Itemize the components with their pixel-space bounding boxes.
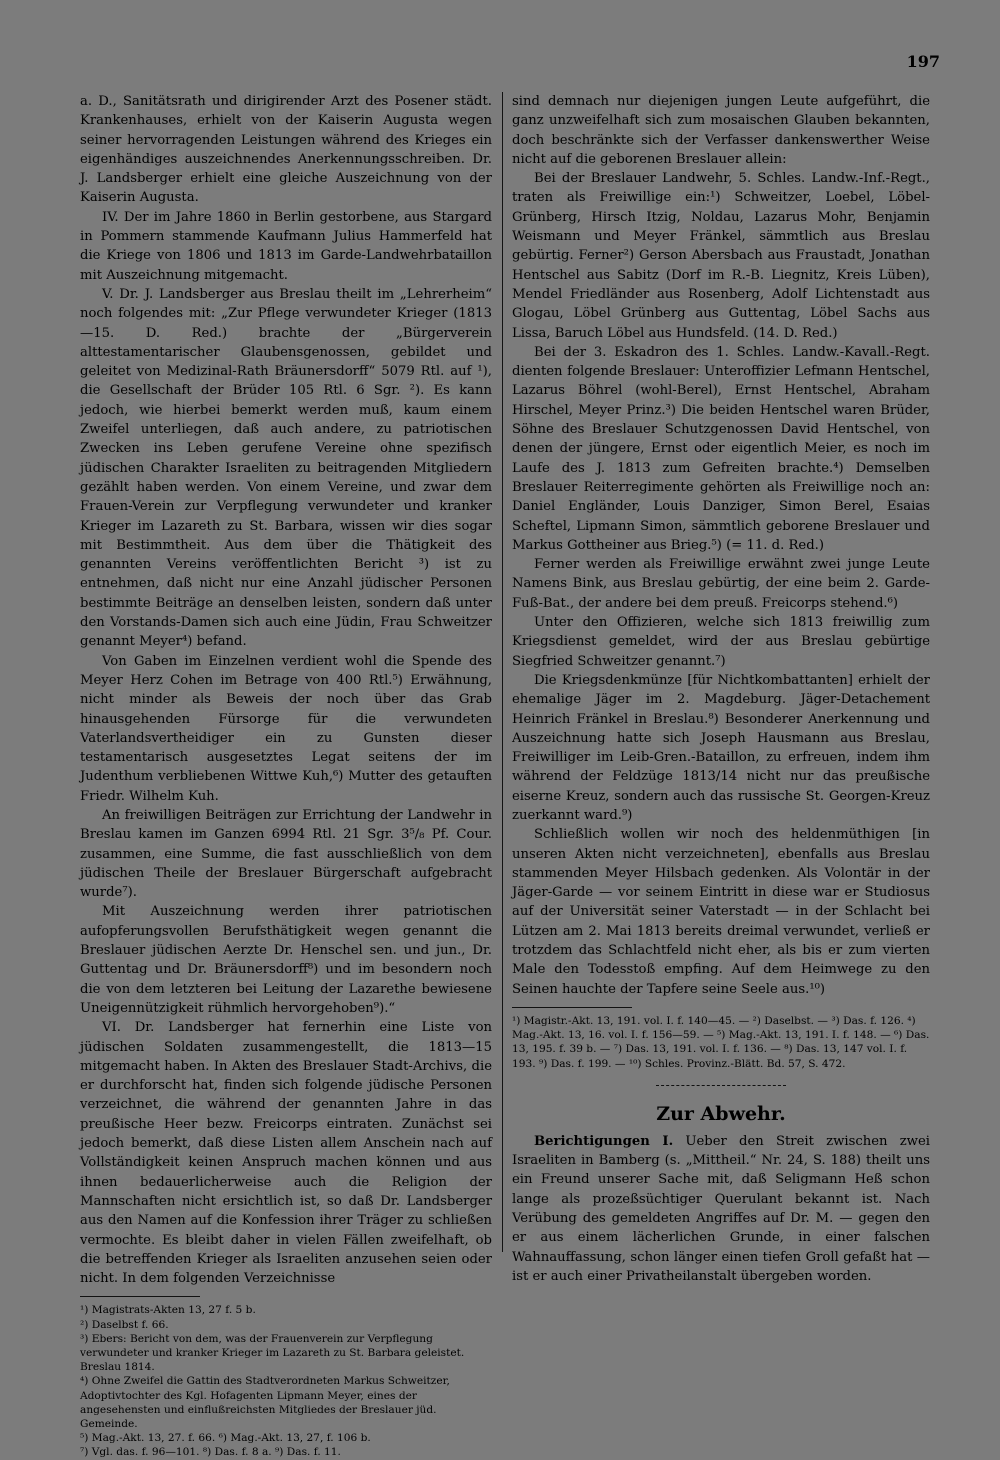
page-number: 197 — [906, 52, 940, 71]
footnote: ⁴) Ohne Zweifel die Gattin des Stadtverordneten Markus Schweitzer, Adoptivtochter des Kgl. Hofagenten Lipmann Meyer, eines der angesehensten und einflußreichsten Mitgliedes der Breslauer jüd. Gemeinde. — [80, 1375, 450, 1431]
section-heading: Zur Abwehr. — [656, 1102, 786, 1125]
paragraph: Bei der Breslauer Landwehr, 5. Schles. Landw.-Inf.-Regt., traten als Freiwillige ein:¹) Schweitzer, Loebel, Löbel-Grünberg, Hirsch Itzig, Noldau, Lazarus Mohr, Benjamin Weismann und Meyer Fränkel, sämmtlich aus Breslau gebürtig. Ferner²) Gerson Abersbach aus Fraustadt, Jonathan Hentschel aus Sabitz (Dorf im R.-B. Liegnitz, Kreis Lüben), Mendel Friedländer aus Rosenberg, Adolf Lichtenstadt aus Glogau, Löbel Grünberg aus Guttentag, Löbel Sachs aus Lissa, Baruch Löbel aus Hundsfeld. (14. D. Red.) — [512, 171, 930, 341]
footnotes — [80, 1303, 492, 1459]
paragraph: Die Kriegsdenkmünze [für Nichtkombattanten] erhielt der ehemalige Jäger im 2. Magdeburg. Jäger-Detachement Heinrich Fränkel in Breslau.⁸) Besonderer Anerkennung und Auszeichnung hatte sich Joseph Hausmann aus Breslau, Freiwilliger im Leib-Gren.-Bataillon, zu erfreuen, indem ihm während der Feldzüge 1813/14 nicht nur das preußische eiserne Kreuz, sondern auch das russische St. Georgen-Kreuz zuerkannt ward.⁹) — [512, 672, 930, 823]
footnote-divider — [80, 1296, 200, 1297]
right-column — [512, 92, 930, 1286]
paragraph: Unter den Offizieren, welche sich 1813 freiwillig zum Kriegsdienst gemeldet, wird der aus Breslau gebürtige Siegfried Schweitzer genannt.⁷) — [512, 615, 930, 669]
paragraph: V. Dr. J. Landsberger aus Breslau theilt im „Lehrerheim“ noch folgendes mit: „Zur Pflege verwundeter Krieger (1813—15. D. Red.) brachte der „Bürgerverein alttestamentarischer Glaubensgenossen, gebildet und geleitet von Medizinal-Rath Bräunersdorff“ 5079 Rtl. auf ¹), die Gesellschaft der Brüder 105 Rtl. 6 Sgr. ²). Es kann jedoch, wie hierbei bemerkt werden muß, kaum einem Zweifel unterliegen, daß auch andere, zu patriotischen Zwecken ins Leben gerufene Vereine ohne spezifisch jüdischen Charakter Israeliten zu beitragenden Mitgliedern gezählt haben werden. Von einem Vereine, und zwar dem Frauen-Verein zur Verpflegung verwundeter und kranker Krieger im Lazareth zu St. Barbara, wissen wir dies sogar mit Bestimmtheit. Aus dem über die Thätigkeit des genannten Vereins veröffentlichten Bericht ³) ist zu entnehmen, daß nicht nur eine Anzahl jüdischer Personen bestimmte Beiträge an denselben leisten, sondern daß unter den Vorstands-Damen sich auch eine Jüdin, Frau Schweitzer genannt Meyer⁴) befand. — [80, 286, 492, 650]
paragraph: An freiwilligen Beiträgen zur Errichtung der Landwehr in Breslau kamen im Ganzen 6994 Rtl. 21 Sgr. 3⁵/₈ Pf. Cour. zusammen, eine Summe, die fast ausschließlich von dem jüdischen Theile der Breslauer Bürgerschaft aufgebracht wurde⁷). — [80, 807, 492, 901]
paragraph: sind demnach nur diejenigen jungen Leute aufgeführt, die ganz unzweifelhaft sich zum mosaischen Glauben bekannten, doch beschränkte sich der Verfasser dankenswerther Weise nicht auf die geborenen Breslauer allein: — [512, 94, 930, 167]
paragraph: Von Gaben im Einzelnen verdient wohl die Spende des Meyer Herz Cohen im Betrage von 400 Rtl.⁵) Erwähnung, nicht minder als Beweis der noch über das Grab hinausgehenden Fürsorge für die verwundeten Vaterlandsvertheidiger ein zu Gunsten dieser testamentarisch ausgesetztes Legat seitens der im Judenthum verbliebenen Wittwe Kuh,⁶) Mutter des getauften Friedr. Wilhelm Kuh. — [80, 653, 492, 804]
footnote: ¹) Magistr.-Akt. 13, 191. vol. I. f. 140—45. — ²) Daselbst. — ³) Das. f. 126. ⁴) Mag.-Akt. 13, 16. vol. I. f. 156—59. — ⁵) Mag.-Akt. 13, 191. I. f. 148. — ⁶) Das. 13, 195. f. 39 b. — ⁷) Das. 13, 191. vol. I. f. 136. — ⁸) Das. 13, 147 vol. I. f. 193. ⁹) Das. f. 199. — ¹⁰) Schles. Provinz.-Blätt. Bd. 57, S. 472. — [512, 1014, 930, 1070]
paragraph: IV. Der im Jahre 1860 in Berlin gestorbene, aus Stargard in Pommern stammende Kaufmann Julius Hammerfeld hat die Kriege von 1806 und 1813 im Garde-Landwehrbataillon mit Auszeichnung mitgemacht. — [80, 209, 492, 283]
paragraph: Ferner werden als Freiwillige erwähnt zwei junge Leute Namens Bink, aus Breslau gebürtig, der eine beim 2. Garde-Fuß-Bat., der andere bei dem preuß. Freicorps stehend.⁶) — [512, 557, 930, 611]
footnote: ⁷) Vgl. das. f. 96—101. ⁸) Das. f. 8 a. ⁹) Das. f. 11. — [80, 1446, 341, 1459]
paragraph: VI. Dr. Landsberger hat fernerhin eine Liste von jüdischen Soldaten zusammengestellt, die 1813—15 mitgemacht haben. In Akten des Breslauer Stadt-Archivs, die er durchforscht hat, finden sich folgende jüdische Personen verzeichnet, die während der genannten Jahre in das preußische Heer bezw. Freicorps eintraten. Zunächst sei jedoch bemerkt, daß diese Listen allem Anschein nach auf Vollständigkeit keinen Anspruch machen können und aus ihnen bedauerlicherweise auch die Religion der Mannschaften nicht ersichtlich ist, so daß Dr. Landsberger aus den Namen auf die Konfession ihrer Träger zu schließen vermochte. Es bleibt daher in vielen Fällen zweifelhaft, ob die betreffenden Krieger als Israeliten anzusehen seien oder nicht. In dem folgenden Verzeichnisse — [80, 1020, 492, 1287]
section-paragraph — [512, 1132, 930, 1286]
section-lead: Berichtigungen I. — [534, 1133, 674, 1149]
section-text: Ueber den Streit zwischen zwei Israeliten in Bamberg (s. „Mittheil.“ Nr. 24, S. 188) theilt uns ein Freund unserer Sache mit, daß Seligmann Heß schon lange als prozeßsüchtiger Querulant bekannt ist. Nach Verübung des gemeldeten Angriffes auf Dr. M. — gegen den er aus einem lächerlichen Grunde, in einer falschen Wahnauffassung, schon länger einen tiefen Groll gefaßt hat — ist er auch einer Privatheilanstalt übergeben worden. — [512, 1133, 930, 1284]
paragraph: Schließlich wollen wir noch des heldenmüthigen [in unseren Akten nicht verzeichneten], ebenfalls aus Breslau stammenden Meyer Hilsbach gedenken. Als Volontär in der Jäger-Garde — vor seinem Eintritt in diese war er Studiosus auf der Universität seiner Vaterstadt — in der Schlacht bei Lützen am 2. Mai 1813 bereits dreimal verwundet, verließ er trotzdem das Schlachtfeld nicht eher, als bis er zum vierten Male den Todesstoß empfing. Auf dem Heimwege zu den Seinen hauchte der Tapfere seine Seele aus.¹⁰) — [512, 827, 930, 997]
footnote: ²) Daselbst f. 66. — [80, 1318, 169, 1331]
paragraph: Bei der 3. Eskadron des 1. Schles. Landw.-Kavall.-Regt. dienten folgende Breslauer: Unteroffizier Lefmann Hentschel, Lazarus Böhrel (wohl-Berel), Ernst Hentschel, Abraham Hirschel, Meyer Prinz.³) Die beiden Hentschel waren Brüder, Söhne des Breslauer Schutzgenossen David Hentschel, von denen der jüngere, Ernst oder eigentlich Meier, es noch im Laufe des J. 1813 zum Gefreiten brachte.⁴) Demselben Breslauer Reiterregimente gehörten als Freiwillige noch an: Daniel Engländer, Louis Danziger, Simon Berel, Esaias Scheftel, Lipmann Simon, sämmtlich geborene Breslauer und Markus Gottheiner aus Brieg.⁵) (= 11. d. Red.) — [512, 344, 930, 553]
section-divider — [656, 1085, 786, 1086]
paragraph: a. D., Sanitätsrath und dirigirender Arzt des Posener städt. Krankenhauses, erhielt von der Kaiserin Augusta wegen seiner hervorragenden Leistungen während des Krieges ein eigenhändiges auszeichnendes Anerkennungsschreiben. Dr. J. Landsberger erhielt eine gleiche Auszeichnung von der Kaiserin Augusta. — [80, 94, 492, 206]
footnote-divider — [512, 1007, 632, 1008]
footnote: ⁵) Mag.-Akt. 13, 27. f. 66. ⁶) Mag.-Akt. 13, 27, f. 106 b. — [80, 1432, 371, 1445]
footnote: ¹) Magistrats-Akten 13, 27 f. 5 b. — [80, 1304, 256, 1317]
left-column — [80, 92, 492, 1460]
column-divider — [502, 92, 503, 1252]
footnote: ³) Ebers: Bericht von dem, was der Frauenverein zur Verpflegung verwundeter und kranker Krieger im Lazareth zu St. Barbara geleistet. Breslau 1814. — [80, 1332, 465, 1374]
paragraph: Mit Auszeichnung werden ihrer patriotischen aufopferungsvollen Berufsthätigkeit wegen genannt die Breslauer jüdischen Aerzte Dr. Henschel sen. und jun., Dr. Guttentag und Dr. Bräunersdorff⁸) und im besondern noch die von dem letzteren bei Leitung der Lazarethe bewiesene Uneigennützigkeit rühmlich hervorgehoben⁹).“ — [80, 904, 492, 1016]
